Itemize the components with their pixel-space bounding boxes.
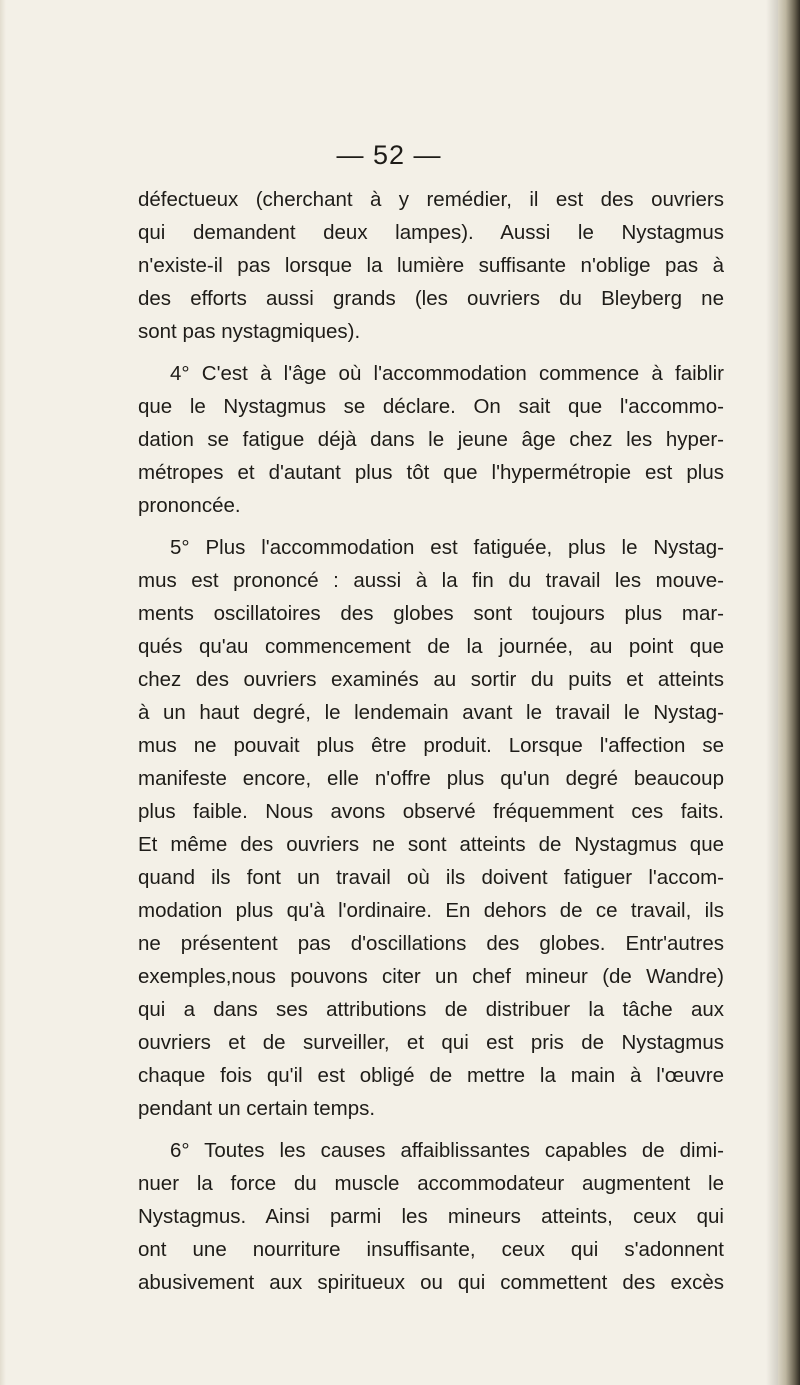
text-line: 6° Toutes les causes affaiblissantes capables de dimi- <box>170 1139 724 1162</box>
text-line: exemples,nous pouvons citer un chef mineur (de Wandre) <box>138 965 724 988</box>
paragraph-1 <box>138 183 724 348</box>
text-line: des efforts aussi grands (les ouvriers du Bleyberg ne <box>138 287 724 310</box>
text-line: qués qu'au commencement de la journée, au point que <box>138 635 724 658</box>
text-line: ouvriers et de surveiller, et qui est pris de Nystagmus <box>138 1031 724 1054</box>
text-line: qui demandent deux lampes). Aussi le Nystagmus <box>138 221 724 244</box>
text-line: 4° C'est à l'âge où l'accommodation commence à faiblir <box>170 362 724 385</box>
text-line: chez des ouvriers examinés au sortir du puits et atteints <box>138 668 724 691</box>
text-line: modation plus qu'à l'ordinaire. En dehors de ce travail, ils <box>138 899 724 922</box>
book-fore-edge <box>778 0 800 1385</box>
paragraph-4 <box>138 1134 724 1299</box>
text-line: qui a dans ses attributions de distribuer la tâche aux <box>138 998 724 1021</box>
text-line: abusivement aux spiritueux ou qui commettent des excès <box>138 1271 724 1294</box>
page-edge-shadow <box>766 0 778 1385</box>
text-line: dation se fatigue déjà dans le jeune âge chez les hyper- <box>138 428 724 451</box>
text-line: 5° Plus l'accommodation est fatiguée, plus le Nystag- <box>170 536 724 559</box>
page-number: — 52 — <box>336 140 442 170</box>
paragraph-2 <box>138 357 724 522</box>
body-text <box>138 183 724 1308</box>
text-line: manifeste encore, elle n'offre plus qu'un degré beaucoup <box>138 767 724 790</box>
page-gutter <box>0 0 6 1385</box>
text-line: chaque fois qu'il est obligé de mettre la main à l'œuvre <box>138 1064 724 1087</box>
text-line: ont une nourriture insuffisante, ceux qui s'adonnent <box>138 1238 724 1261</box>
text-line: que le Nystagmus se déclare. On sait que l'accommo- <box>138 395 724 418</box>
text-line: plus faible. Nous avons observé fréquemment ces faits. <box>138 800 724 823</box>
text-line: Et même des ouvriers ne sont atteints de Nystagmus que <box>138 833 724 856</box>
paragraph-3 <box>138 531 724 1125</box>
text-line: ments oscillatoires des globes sont toujours plus mar- <box>138 602 724 625</box>
text-line: quand ils font un travail où ils doivent fatiguer l'accom- <box>138 866 724 889</box>
text-line: défectueux (cherchant à y remédier, il est des ouvriers <box>138 188 724 211</box>
text-line: sont pas nystagmiques). <box>138 320 361 343</box>
text-line: mus ne pouvait plus être produit. Lorsque l'affection se <box>138 734 724 757</box>
text-line: mus est prononcé : aussi à la fin du travail les mouve- <box>138 569 724 592</box>
text-line: à un haut degré, le lendemain avant le travail le Nystag- <box>138 701 724 724</box>
text-line: pendant un certain temps. <box>138 1097 376 1120</box>
text-line: métropes et d'autant plus tôt que l'hypermétropie est plus <box>138 461 724 484</box>
text-line: ne présentent pas d'oscillations des globes. Entr'autres <box>138 932 724 955</box>
text-line: n'existe-il pas lorsque la lumière suffisante n'oblige pas à <box>138 254 724 277</box>
text-line: nuer la force du muscle accommodateur augmentent le <box>138 1172 724 1195</box>
text-line: Nystagmus. Ainsi parmi les mineurs atteints, ceux qui <box>138 1205 724 1228</box>
text-line: prononcée. <box>138 494 241 517</box>
